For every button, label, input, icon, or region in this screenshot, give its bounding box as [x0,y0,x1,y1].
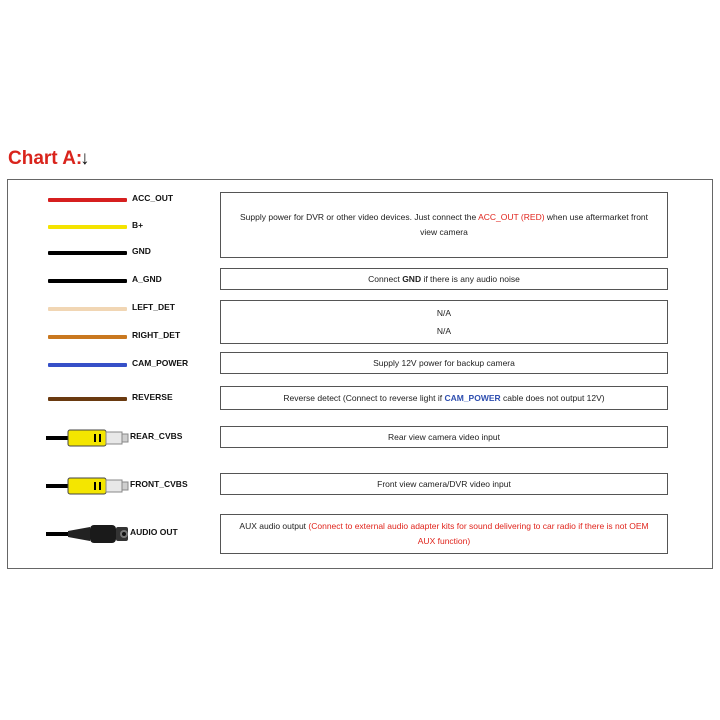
connector-row-rear-cvbs [8,423,223,453]
description-rear-cvbs [220,426,668,448]
acc-out-wire [48,198,127,202]
wire-row-reverse [8,384,223,414]
audio-out-highlight: (Connect to external audio adapter kits for sound delivering to car radio if there is not OEM AUX function) [308,521,649,546]
rear-cvbs-label: REAR_CVBS [130,431,183,441]
wire-row-acc-out [8,185,223,215]
reverse-text-end: cable does not output 12V) [500,392,605,403]
wire-row-right-det [8,322,223,352]
wire-row-cam-power [8,350,223,380]
right-det-description: N/A [436,326,452,336]
description-cam-power [220,352,668,374]
cam-power-description: Supply 12V power for backup camera [373,357,515,368]
a-gnd-text: Connect [368,273,403,284]
left-det-wire [48,307,127,311]
wiring-chart [7,179,713,569]
a-gnd-wire [48,279,127,283]
audio-out-text: AUX audio output [239,521,309,531]
audio-jack-icon [46,519,131,549]
rca-plug-icon [46,423,131,453]
description-a-gnd [220,268,668,290]
b-plus-wire [48,225,127,229]
gnd-label: GND [132,246,151,256]
a-gnd-text-end: if there is any audio noise [421,273,520,284]
b-plus-label: B+ [132,220,144,230]
wire-row-gnd [8,238,223,268]
rear-cvbs-description: Rear view camera video input [388,431,500,442]
description-det [220,300,668,344]
power-text-end: when use aftermarket front view camera [420,212,649,237]
gnd-highlight: GND [402,273,422,284]
reverse-label: REVERSE [132,392,173,402]
acc-out-highlight: ACC_OUT (RED) [478,212,545,222]
front-cvbs-description: Front view camera/DVR video input [377,478,511,489]
connector-row-audio-out [8,519,223,549]
connector-row-front-cvbs [8,471,223,501]
description-power [220,192,668,258]
acc-out-label: ACC_OUT [132,193,174,203]
cam-power-wire [48,363,127,367]
rca-plug-icon [46,471,131,501]
left-det-label: LEFT_DET [132,302,175,312]
gnd-wire [48,251,127,255]
description-reverse [220,386,668,410]
power-text: Supply power for DVR or other video devices. Just connect the [239,212,479,222]
a-gnd-label: A_GND [132,274,162,284]
audio-out-label: AUDIO OUT [130,527,178,537]
down-arrow-icon: ↓ [80,148,90,169]
wire-row-left-det [8,294,223,324]
right-det-label: RIGHT_DET [132,330,181,340]
description-front-cvbs [220,473,668,495]
left-det-description: N/A [436,308,452,318]
cam-power-highlight: CAM_POWER [444,392,501,403]
reverse-text: Reverse detect (Connect to reverse light if [283,392,445,403]
reverse-wire [48,397,127,401]
front-cvbs-label: FRONT_CVBS [130,479,188,489]
wire-row-a-gnd [8,266,223,296]
description-audio-out [220,514,668,554]
chart-title: Chart A: [8,148,83,169]
cam-power-label: CAM_POWER [132,358,189,368]
right-det-wire [48,335,127,339]
